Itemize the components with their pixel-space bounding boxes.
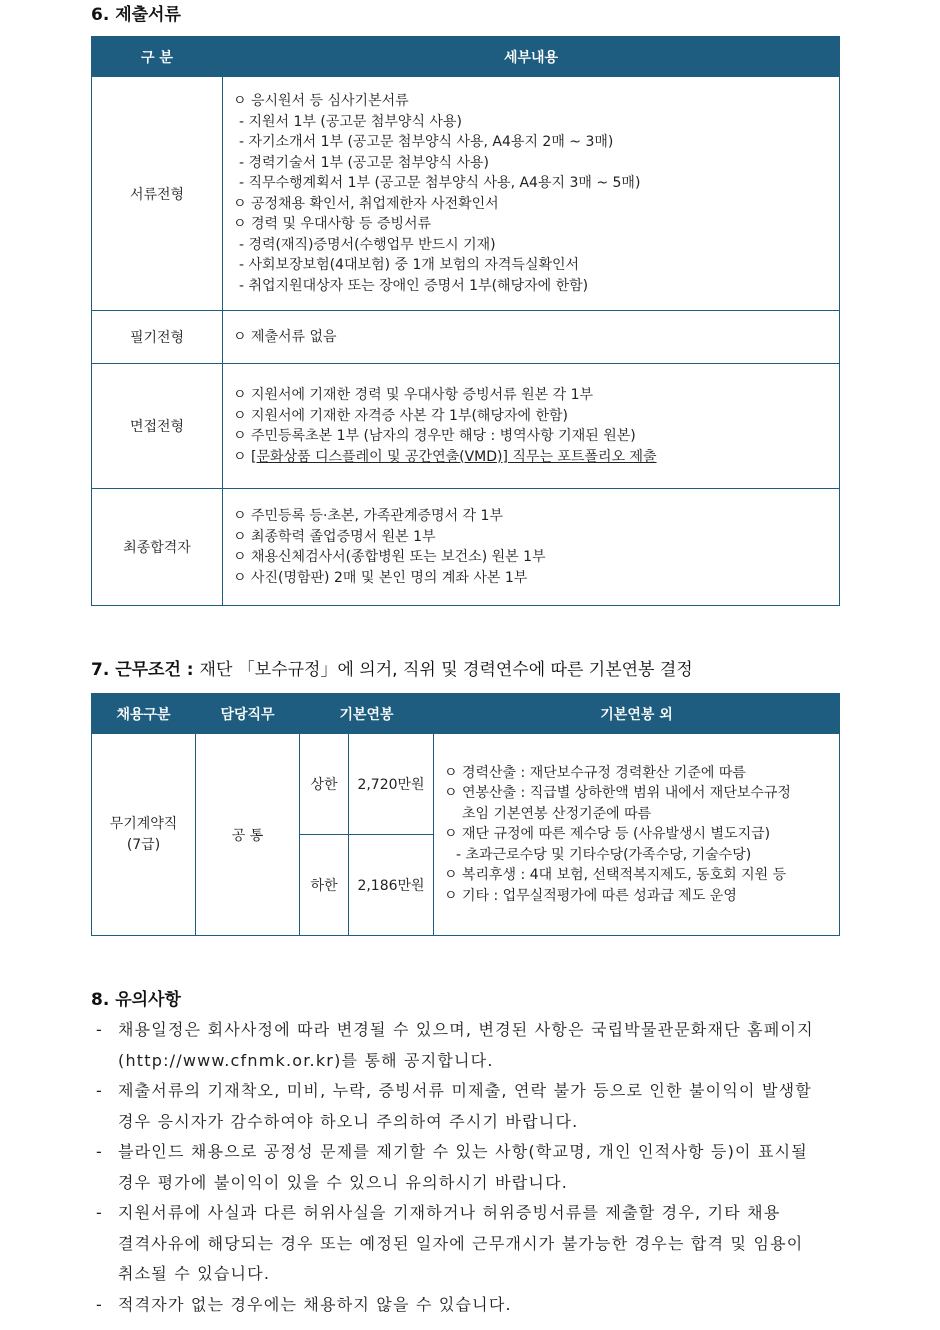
header-category: 구 분 <box>92 37 223 77</box>
table-row <box>92 734 840 835</box>
employment-type: 무기계약직 <box>109 815 178 832</box>
header-other-benefits: 기본연봉 외 <box>434 694 840 734</box>
list-item: ㅇ 복리후생 : 4대 보험, 선택적복지제도, 동호회 지원 등 <box>444 867 787 884</box>
list-item: - 사회보장보험(4대보험) 중 1개 보험의 자격득실확인서 <box>239 257 580 273</box>
note-dash: - <box>96 1294 103 1314</box>
table-row <box>92 77 840 311</box>
note-line: 결격사유에 해당되는 경우 또는 예정된 일자에 근무개시가 불가능한 경우는 합격 및 임용이 <box>118 1233 804 1253</box>
list-item: ㅇ 공정채용 확인서, 취업제한자 사전확인서 <box>233 195 499 212</box>
note-dash: - <box>96 1020 103 1039</box>
list-item: ㅇ 사진(명함판) 2매 및 본인 명의 계좌 사본 1부 <box>233 569 528 586</box>
row-details-written-test <box>223 311 840 364</box>
row-label-document-screening: 서류전형 <box>92 77 223 311</box>
list-item: - 경력(재직)증명서(수행업무 반드시 기재) <box>239 236 496 253</box>
note-line: (http://www.cfnmk.or.kr)를 통해 공지합니다. <box>118 1050 494 1070</box>
row-details-interview <box>223 364 840 489</box>
list-item: ㅇ 기타 : 업무실적평가에 따른 성과급 제도 운영 <box>444 887 737 904</box>
upper-limit-value: 2,720만원 <box>349 734 434 835</box>
row-label-written-test: 필기전형 <box>92 311 223 364</box>
table-row <box>92 364 840 489</box>
note-line: 적격자가 없는 경우에는 채용하지 않을 수 있습니다. <box>118 1294 512 1314</box>
list-item: - 지원서 1부 (공고문 첨부양식 사용) <box>239 113 462 130</box>
row-label-final-passer: 최종합격자 <box>92 489 223 606</box>
list-item: ㅇ 응시원서 등 심사기본서류 <box>233 93 409 109</box>
note-line: 취소될 수 있습니다. <box>118 1264 271 1283</box>
note-line: 지원서류에 사실과 다른 허위사실을 기재하거나 허위증빙서류를 제출할 경우, 기타 채용 <box>118 1203 781 1222</box>
note-item <box>96 1198 856 1290</box>
list-item: ㅇ 주민등록 등·초본, 가족관계증명서 각 1부 <box>233 508 503 524</box>
note-item <box>96 1015 856 1076</box>
note-line: 채용일정은 회사사정에 따라 변경될 수 있으며, 변경된 사항은 국립박물관문화재단 홈페이지 <box>118 1020 814 1039</box>
list-item: ㅇ 경력산출 : 재단보수규정 경력환산 기준에 따름 <box>444 764 746 781</box>
list-item: 초임 기본연봉 산정기준에 따름 <box>462 805 652 822</box>
list-item: ㅇ 채용신체검사서(종합병원 또는 보건소) 원본 1부 <box>233 549 546 565</box>
list-item: ㅇ 지원서에 기재한 자격증 사본 각 1부(해당자에 한함) <box>233 407 568 424</box>
employment-type-cell <box>92 734 196 936</box>
section-7-subtitle: 재단 「보수규정」에 의거, 직위 및 경력연수에 따른 기본연봉 결정 <box>199 660 693 680</box>
other-benefits-cell <box>434 734 840 936</box>
lower-limit-label: 하한 <box>300 835 349 936</box>
section-8-title: 8. 유의사항 <box>91 990 181 1010</box>
list-item: ㅇ 연봉산출 : 직급별 상하한액 범위 내에서 재단보수규정 <box>444 785 791 802</box>
header-employment-type: 채용구분 <box>92 694 196 734</box>
list-item: ㅇ 주민등록초본 1부 (남자의 경우만 해당 : 병역사항 기재된 원본) <box>233 428 636 444</box>
row-details-document-screening <box>223 77 840 311</box>
note-line: 제출서류의 기재착오, 미비, 누락, 증빙서류 미제출, 연락 불가 등으로 인한 불이익이 발생할 <box>118 1081 812 1100</box>
header-base-salary: 기본연봉 <box>300 694 434 734</box>
note-dash: - <box>96 1142 103 1161</box>
header-details: 세부내용 <box>223 37 840 77</box>
underlined-portfolio-note: [문화상품 디스플레이 및 공간연출(VMD)] 직무는 포트폴리오 제출 <box>250 448 657 465</box>
list-item: ㅇ 제출서류 없음 <box>233 328 337 345</box>
lower-limit-value: 2,186만원 <box>349 835 434 936</box>
note-dash: - <box>96 1081 103 1100</box>
list-item: - 취업지원대상자 또는 장애인 증명서 1부(해당자에 한함) <box>239 277 589 294</box>
table-row <box>92 489 840 606</box>
section-6-title: 6. 제출서류 <box>91 5 181 25</box>
list-item: ㅇ 지원서에 기재한 경력 및 우대사항 증빙서류 원본 각 1부 <box>233 387 594 403</box>
submission-documents-table <box>91 36 840 606</box>
list-item: ㅇ 경력 및 우대사항 등 증빙서류 <box>233 216 432 232</box>
note-line: 경우 평가에 불이익이 있을 수 있으니 유의하시기 바랍니다. <box>118 1172 569 1192</box>
list-item: - 초과근로수당 및 기타수당(가족수당, 기술수당) <box>456 846 752 863</box>
list-item: ㅇ 최종학력 졸업증명서 원본 1부 <box>233 528 436 545</box>
section-7-title <box>91 655 693 680</box>
note-item <box>96 1290 856 1321</box>
working-conditions-table <box>91 693 840 936</box>
header-duty: 담당직무 <box>196 694 300 734</box>
row-label-interview: 면접전형 <box>92 364 223 489</box>
employment-grade: (7급) <box>126 836 161 853</box>
list-item: ㅇ 재단 규정에 따른 제수당 등 (사유발생시 별도지급) <box>444 826 771 843</box>
list-item: - 경력기술서 1부 (공고문 첨부양식 사용) <box>239 154 489 171</box>
list-item: - 자기소개서 1부 (공고문 첨부양식 사용, A4용지 2매 ~ 3매) <box>239 134 614 150</box>
note-line: 경우 응시자가 감수하여야 하오니 주의하여 주시기 바랍니다. <box>118 1111 579 1131</box>
row-details-final-passer <box>223 489 840 606</box>
upper-limit-label: 상한 <box>300 734 349 835</box>
note-item <box>96 1076 856 1137</box>
list-item: ㅇ [문화상품 디스플레이 및 공간연출(VMD)] 직무는 포트폴리오 제출 <box>233 448 657 465</box>
table-row <box>92 311 840 364</box>
duty-cell: 공 통 <box>196 734 300 936</box>
note-line: 블라인드 채용으로 공정성 문제를 제기할 수 있는 사항(학교명, 개인 인적사항 등)이 표시될 <box>118 1142 808 1161</box>
note-item <box>96 1137 856 1198</box>
notes-list <box>96 1015 856 1320</box>
list-item: - 직무수행계획서 1부 (공고문 첨부양식 사용, A4용지 3매 ~ 5매) <box>239 175 641 191</box>
note-dash: - <box>96 1203 103 1222</box>
section-7-heading: 7. 근무조건 : <box>91 660 194 680</box>
